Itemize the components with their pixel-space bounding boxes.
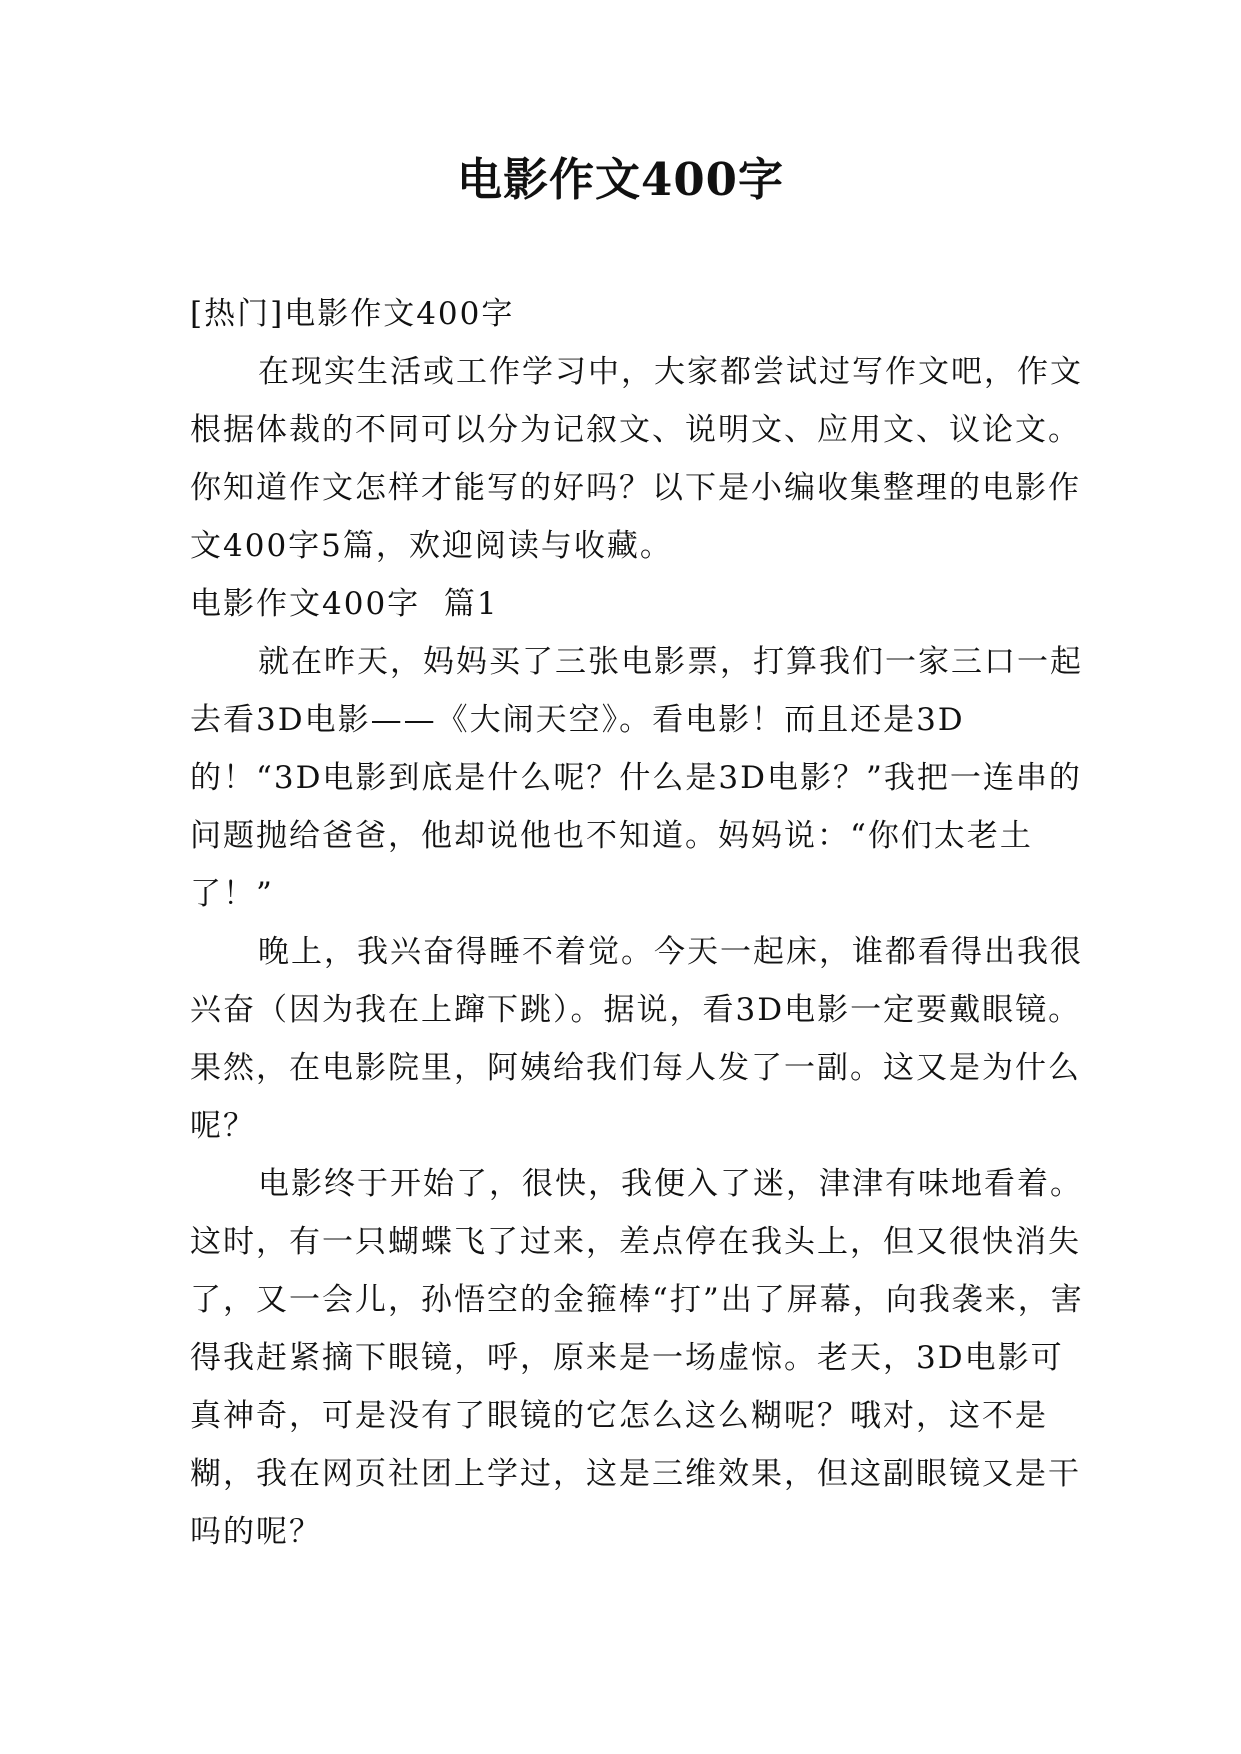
- section-heading: 电影作文400字 篇1: [190, 586, 499, 622]
- document-body: [190, 285, 1090, 1561]
- body-paragraph-1: 就在昨天，妈妈买了三张电影票，打算我们一家三口一起去看3D电影——《大闹天空》。看电影！而且还是3D的！“3D电影到底是什么呢？什么是3D电影？”我把一连串的问题抛给爸爸，他却说他也不知道。妈妈说：“你们太老土了！”: [190, 644, 1083, 912]
- document-title: 电影作文400字: [457, 153, 784, 206]
- body-paragraph-3: 电影终于开始了，很快，我便入了迷，津津有味地看着。这时，有一只蝴蝶飞了过来，差点停在我头上，但又很快消失了，又一会儿，孙悟空的金箍棒“打”出了屏幕，向我袭来，害得我赶紧摘下眼镜，呼，原来是一场虚惊。老天，3D电影可真神奇，可是没有了眼镜的它怎么这么糊呢？哦对，这不是糊，我在网页社团上学过，这是三维效果，但这副眼镜又是干吗的呢？: [190, 1166, 1084, 1550]
- document-subtitle: [热门]电影作文400字: [190, 296, 515, 332]
- body-paragraph-2: 晚上，我兴奋得睡不着觉。今天一起床，谁都看得出我很兴奋（因为我在上蹿下跳）。据说，看3D电影一定要戴眼镜。果然，在电影院里，阿姨给我们每人发了一副。这又是为什么呢？: [190, 934, 1083, 1144]
- intro-paragraph: 在现实生活或工作学习中，大家都尝试过写作文吧，作文根据体裁的不同可以分为记叙文、说明文、应用文、议论文。你知道作文怎样才能写的好吗？以下是小编收集整理的电影作文400字5篇，欢迎阅读与收藏。: [190, 354, 1083, 564]
